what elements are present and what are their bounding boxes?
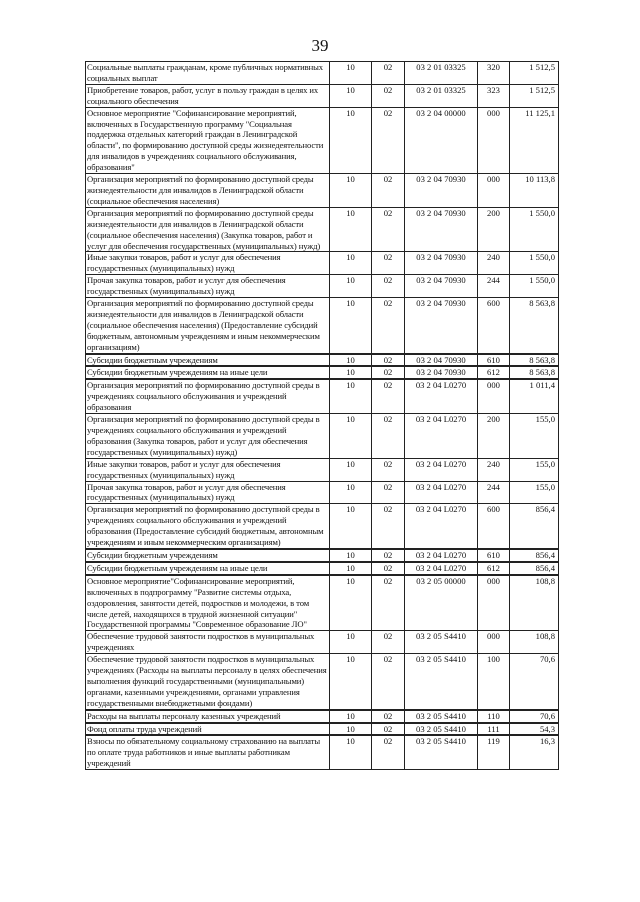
table-row [86, 458, 559, 481]
row-section-code: 10 [330, 414, 372, 459]
table-row [86, 549, 559, 562]
row-amount: 70,6 [510, 710, 559, 723]
row-expense-type: 323 [478, 84, 510, 107]
row-description: Фонд оплаты труда учреждений [86, 723, 330, 736]
row-amount: 155,0 [510, 414, 559, 459]
row-amount: 155,0 [510, 481, 559, 504]
table-row [86, 562, 559, 575]
row-expense-type: 244 [478, 481, 510, 504]
row-description: Прочая закупка товаров, работ и услуг для обеспечения государственных (муниципальных) нужд [86, 481, 330, 504]
row-expense-type: 612 [478, 562, 510, 575]
row-description: Расходы на выплаты персоналу казенных учреждений [86, 710, 330, 723]
row-expense-type: 000 [478, 631, 510, 654]
table-row [86, 575, 559, 631]
row-target-article: 03 2 05 S4410 [405, 654, 478, 710]
row-expense-type: 600 [478, 504, 510, 549]
page-number: 39 [311, 36, 329, 55]
row-target-article: 03 2 04 L0270 [405, 481, 478, 504]
row-section-code: 10 [330, 735, 372, 769]
row-subsection-code: 02 [372, 481, 405, 504]
row-target-article: 03 2 04 70930 [405, 366, 478, 379]
row-section-code: 10 [330, 562, 372, 575]
row-target-article: 03 2 01 03325 [405, 84, 478, 107]
table-row [86, 654, 559, 710]
row-section-code: 10 [330, 275, 372, 298]
row-subsection-code: 02 [372, 275, 405, 298]
row-expense-type: 100 [478, 654, 510, 710]
row-subsection-code: 02 [372, 252, 405, 275]
row-target-article: 03 2 05 00000 [405, 575, 478, 631]
row-expense-type: 000 [478, 379, 510, 413]
row-section-code: 10 [330, 481, 372, 504]
table-row [86, 366, 559, 379]
row-expense-type: 111 [478, 723, 510, 736]
row-amount: 8 563,8 [510, 354, 559, 367]
row-expense-type: 244 [478, 275, 510, 298]
table-row [86, 84, 559, 107]
row-subsection-code: 02 [372, 710, 405, 723]
row-subsection-code: 02 [372, 575, 405, 631]
row-amount: 10 113,8 [510, 174, 559, 208]
table-row [86, 62, 559, 85]
table-row [86, 207, 559, 252]
table-row [86, 298, 559, 354]
row-subsection-code: 02 [372, 62, 405, 85]
row-section-code: 10 [330, 379, 372, 413]
row-description: Организация мероприятий по формированию доступной среды жизнедеятельности для инвалидов в Ленинградской области (социальное обеспечения населения) [86, 174, 330, 208]
row-section-code: 10 [330, 354, 372, 367]
row-amount: 16,3 [510, 735, 559, 769]
row-target-article: 03 2 04 L0270 [405, 549, 478, 562]
row-description: Субсидии бюджетным учреждениям на иные цели [86, 562, 330, 575]
row-section-code: 10 [330, 631, 372, 654]
row-section-code: 10 [330, 654, 372, 710]
table-row [86, 723, 559, 736]
table-row [86, 631, 559, 654]
row-description: Иные закупки товаров, работ и услуг для обеспечения государственных (муниципальных) нужд [86, 458, 330, 481]
row-subsection-code: 02 [372, 735, 405, 769]
row-section-code: 10 [330, 458, 372, 481]
row-amount: 1 512,5 [510, 84, 559, 107]
row-description: Организация мероприятий по формированию доступной среды жизнедеятельности для инвалидов в Ленинградской области (социальное обеспечения населения) (Закупка товаров, работ и услуг для обеспечения государственных (муниципальных) нужд) [86, 207, 330, 252]
row-description: Организация мероприятий по формированию доступной среды жизнедеятельности для инвалидов в Ленинградской области (социальное обеспечения населения) (Предоставление субсидий бюджетным, автономным учреждениям и иным некоммерческим организациям) [86, 298, 330, 354]
row-expense-type: 000 [478, 107, 510, 173]
row-target-article: 03 2 04 70930 [405, 298, 478, 354]
table-row [86, 275, 559, 298]
row-section-code: 10 [330, 62, 372, 85]
row-section-code: 10 [330, 174, 372, 208]
row-description: Приобретение товаров, работ, услуг в пользу граждан в целях их социального обеспечения [86, 84, 330, 107]
row-target-article: 03 2 04 L0270 [405, 414, 478, 459]
row-amount: 856,4 [510, 549, 559, 562]
row-section-code: 10 [330, 549, 372, 562]
row-section-code: 10 [330, 504, 372, 549]
row-subsection-code: 02 [372, 354, 405, 367]
row-expense-type: 000 [478, 575, 510, 631]
row-amount: 1 550,0 [510, 207, 559, 252]
row-section-code: 10 [330, 575, 372, 631]
row-target-article: 03 2 04 L0270 [405, 562, 478, 575]
row-amount: 54,3 [510, 723, 559, 736]
row-target-article: 03 2 01 03325 [405, 62, 478, 85]
row-target-article: 03 2 04 70930 [405, 174, 478, 208]
row-expense-type: 110 [478, 710, 510, 723]
row-expense-type: 612 [478, 366, 510, 379]
table-row [86, 174, 559, 208]
row-target-article: 03 2 05 S4410 [405, 631, 478, 654]
table-row [86, 252, 559, 275]
row-target-article: 03 2 04 L0270 [405, 379, 478, 413]
row-expense-type: 240 [478, 252, 510, 275]
table-row [86, 735, 559, 769]
row-description: Основное мероприятие"Софинансирование мероприятий, включенных в подпрограмму "Развитие системы отдыха, оздоровления, занятости детей, подростков и молодежи, в том числе детей, находящихся в трудной жизненной ситуации" Государственной программы "Современное образование ЛО" [86, 575, 330, 631]
row-section-code: 10 [330, 252, 372, 275]
table-row [86, 710, 559, 723]
row-expense-type: 000 [478, 174, 510, 208]
row-subsection-code: 02 [372, 723, 405, 736]
row-section-code: 10 [330, 298, 372, 354]
row-subsection-code: 02 [372, 631, 405, 654]
row-description: Прочая закупка товаров, работ и услуг для обеспечения государственных (муниципальных) нужд [86, 275, 330, 298]
row-expense-type: 320 [478, 62, 510, 85]
row-amount: 856,4 [510, 504, 559, 549]
row-section-code: 10 [330, 366, 372, 379]
row-section-code: 10 [330, 710, 372, 723]
row-amount: 155,0 [510, 458, 559, 481]
row-expense-type: 200 [478, 414, 510, 459]
row-amount: 8 563,8 [510, 298, 559, 354]
row-target-article: 03 2 04 00000 [405, 107, 478, 173]
row-expense-type: 200 [478, 207, 510, 252]
row-description: Социальные выплаты гражданам, кроме публичных нормативных социальных выплат [86, 62, 330, 85]
row-amount: 1 550,0 [510, 252, 559, 275]
row-description: Взносы по обязательному социальному страхованию на выплаты по оплате труда работников и иные выплаты работникам учреждений [86, 735, 330, 769]
row-amount: 1 550,0 [510, 275, 559, 298]
row-amount: 11 125,1 [510, 107, 559, 173]
row-target-article: 03 2 04 70930 [405, 275, 478, 298]
row-description: Основное мероприятие "Софинансирование мероприятий, включенных в Государственную программу "Социальная поддержка отдельных категорий граждан в Ленинградской области", по формированию доступной среды жизнедеятельности для инвалидов в учреждениях социального обслуживания, образования" [86, 107, 330, 173]
row-subsection-code: 02 [372, 654, 405, 710]
budget-table-body [86, 62, 559, 770]
table-row [86, 354, 559, 367]
row-target-article: 03 2 04 L0270 [405, 504, 478, 549]
row-target-article: 03 2 04 70930 [405, 207, 478, 252]
row-subsection-code: 02 [372, 549, 405, 562]
row-subsection-code: 02 [372, 458, 405, 481]
row-expense-type: 119 [478, 735, 510, 769]
row-subsection-code: 02 [372, 366, 405, 379]
row-amount: 8 563,8 [510, 366, 559, 379]
row-description: Субсидии бюджетным учреждениям [86, 354, 330, 367]
row-amount: 856,4 [510, 562, 559, 575]
row-section-code: 10 [330, 107, 372, 173]
row-subsection-code: 02 [372, 504, 405, 549]
row-amount: 108,8 [510, 631, 559, 654]
row-target-article: 03 2 04 70930 [405, 252, 478, 275]
row-expense-type: 240 [478, 458, 510, 481]
table-row [86, 107, 559, 173]
row-target-article: 03 2 05 S4410 [405, 723, 478, 736]
row-expense-type: 600 [478, 298, 510, 354]
row-amount: 1 512,5 [510, 62, 559, 85]
table-row [86, 414, 559, 459]
row-subsection-code: 02 [372, 84, 405, 107]
row-description: Субсидии бюджетным учреждениям [86, 549, 330, 562]
row-amount: 108,8 [510, 575, 559, 631]
row-target-article: 03 2 05 S4410 [405, 710, 478, 723]
table-row [86, 504, 559, 549]
row-expense-type: 610 [478, 549, 510, 562]
row-subsection-code: 02 [372, 174, 405, 208]
row-section-code: 10 [330, 84, 372, 107]
table-row [86, 379, 559, 413]
row-description: Организация мероприятий по формированию доступной среды в учреждениях социального обслуживания и учреждений образования [86, 379, 330, 413]
row-subsection-code: 02 [372, 562, 405, 575]
row-target-article: 03 2 05 S4410 [405, 735, 478, 769]
row-amount: 1 011,4 [510, 379, 559, 413]
row-subsection-code: 02 [372, 298, 405, 354]
row-target-article: 03 2 04 L0270 [405, 458, 478, 481]
row-description: Обеспечение трудовой занятости подростков в муниципальных учреждениях (Расходы на выплаты персоналу в целях обеспечения выполнения функций государственными (муниципальными) органами, казенными учреждениями, органами управления государственными внебюджетными фондами) [86, 654, 330, 710]
row-subsection-code: 02 [372, 414, 405, 459]
row-description: Организация мероприятий по формированию доступной среды в учреждениях социального обслуживания и учреждений образования (Закупка товаров, работ и услуг для обеспечения государственных (муниципальных) нужд) [86, 414, 330, 459]
row-description: Организация мероприятий по формированию доступной среды в учреждениях социального обслуживания и учреждений образования (Предоставление субсидий бюджетным, автономным учреждениям и иным некоммерческим организациям) [86, 504, 330, 549]
row-subsection-code: 02 [372, 379, 405, 413]
row-section-code: 10 [330, 207, 372, 252]
budget-table [85, 61, 559, 770]
table-row [86, 481, 559, 504]
row-expense-type: 610 [478, 354, 510, 367]
row-amount: 70,6 [510, 654, 559, 710]
row-target-article: 03 2 04 70930 [405, 354, 478, 367]
row-description: Иные закупки товаров, работ и услуг для обеспечения государственных (муниципальных) нужд [86, 252, 330, 275]
row-description: Субсидии бюджетным учреждениям на иные цели [86, 366, 330, 379]
row-description: Обеспечение трудовой занятости подростков в муниципальных учреждениях [86, 631, 330, 654]
row-subsection-code: 02 [372, 107, 405, 173]
row-subsection-code: 02 [372, 207, 405, 252]
row-section-code: 10 [330, 723, 372, 736]
